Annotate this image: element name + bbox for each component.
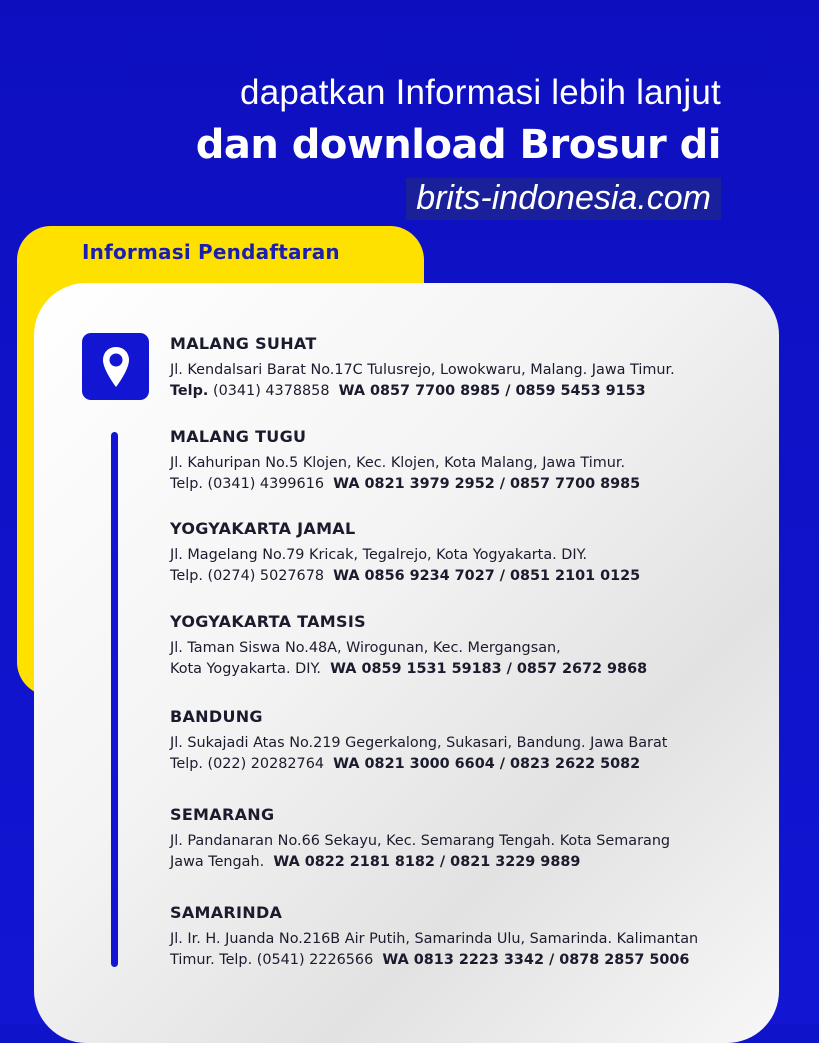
whatsapp-numbers[interactable]: WA 0857 7700 8985 / 0859 5453 9153 [338,383,646,399]
header-line-1: dapatkan Informasi lebih lanjut [240,73,721,112]
location-contact: Timur. Telp. (0541) 2226566 WA 0813 2223 3342 / 0878 2857 5006 [170,952,690,968]
location-contact: Kota Yogyakarta. DIY. WA 0859 1531 59183 / 0857 2672 9868 [170,661,648,677]
location-address: Jl. Sukajadi Atas No.219 Gegerkalong, Sukasari, Bandung. Jawa Barat [170,735,668,751]
location-contact: Telp. (0341) 4399616 WA 0821 3979 2952 / 0857 7700 8985 [170,476,641,492]
whatsapp-numbers[interactable]: WA 0821 3979 2952 / 0857 7700 8985 [333,476,641,492]
location-malang-tugu [170,427,640,495]
whatsapp-numbers[interactable]: WA 0821 3000 6604 / 0823 2622 5082 [333,756,641,772]
location-name: SEMARANG [170,805,275,824]
location-address: Jl. Ir. H. Juanda No.216B Air Putih, Samarinda Ulu, Samarinda. Kalimantan [170,931,699,947]
location-contact: Telp. (0341) 4378858 WA 0857 7700 8985 / 0859 5453 9153 [170,383,646,399]
location-name: YOGYAKARTA TAMSIS [170,612,366,631]
location-malang-suhat [170,334,675,402]
website-url[interactable]: brits-indonesia.com [406,178,721,220]
whatsapp-numbers[interactable]: WA 0822 2181 8182 / 0821 3229 9889 [273,854,581,870]
location-samarinda [170,903,698,971]
whatsapp-numbers[interactable]: WA 0856 9234 7027 / 0851 2101 0125 [333,568,641,584]
location-name: YOGYAKARTA JAMAL [170,519,356,538]
section-title: Informasi Pendaftaran [82,240,340,264]
header [196,70,721,220]
location-contact: Telp. (022) 20282764 WA 0821 3000 6604 / 0823 2622 5082 [170,756,641,772]
location-address: Jl. Kendalsari Barat No.17C Tulusrejo, Lowokwaru, Malang. Jawa Timur. [170,362,675,378]
location-name: BANDUNG [170,707,263,726]
location-yogyakarta-jamal [170,519,640,587]
location-name: MALANG SUHAT [170,334,317,353]
location-contact: Jawa Tengah. WA 0822 2181 8182 / 0821 3229 9889 [170,854,581,870]
location-address: Jl. Magelang No.79 Kricak, Tegalrejo, Kota Yogyakarta. DIY. [170,547,588,563]
location-pin-icon [82,333,149,400]
header-line-2: dan download Brosur di [195,122,721,168]
location-semarang [170,805,670,873]
location-bandung [170,707,667,775]
whatsapp-numbers[interactable]: WA 0813 2223 3342 / 0878 2857 5006 [382,952,690,968]
location-name: MALANG TUGU [170,427,307,446]
location-contact: Telp. (0274) 5027678 WA 0856 9234 7027 / 0851 2101 0125 [170,568,641,584]
location-address: Jl. Taman Siswa No.48A, Wirogunan, Kec. Mergangsan, [170,640,561,656]
location-yogyakarta-tamsis [170,612,647,680]
location-address: Jl. Pandanaran No.66 Sekayu, Kec. Semarang Tengah. Kota Semarang [170,833,671,849]
location-name: SAMARINDA [170,903,283,922]
timeline-bar [111,432,118,967]
whatsapp-numbers[interactable]: WA 0859 1531 59183 / 0857 2672 9868 [330,661,648,677]
location-address: Jl. Kahuripan No.5 Klojen, Kec. Klojen, Kota Malang, Jawa Timur. [170,455,626,471]
